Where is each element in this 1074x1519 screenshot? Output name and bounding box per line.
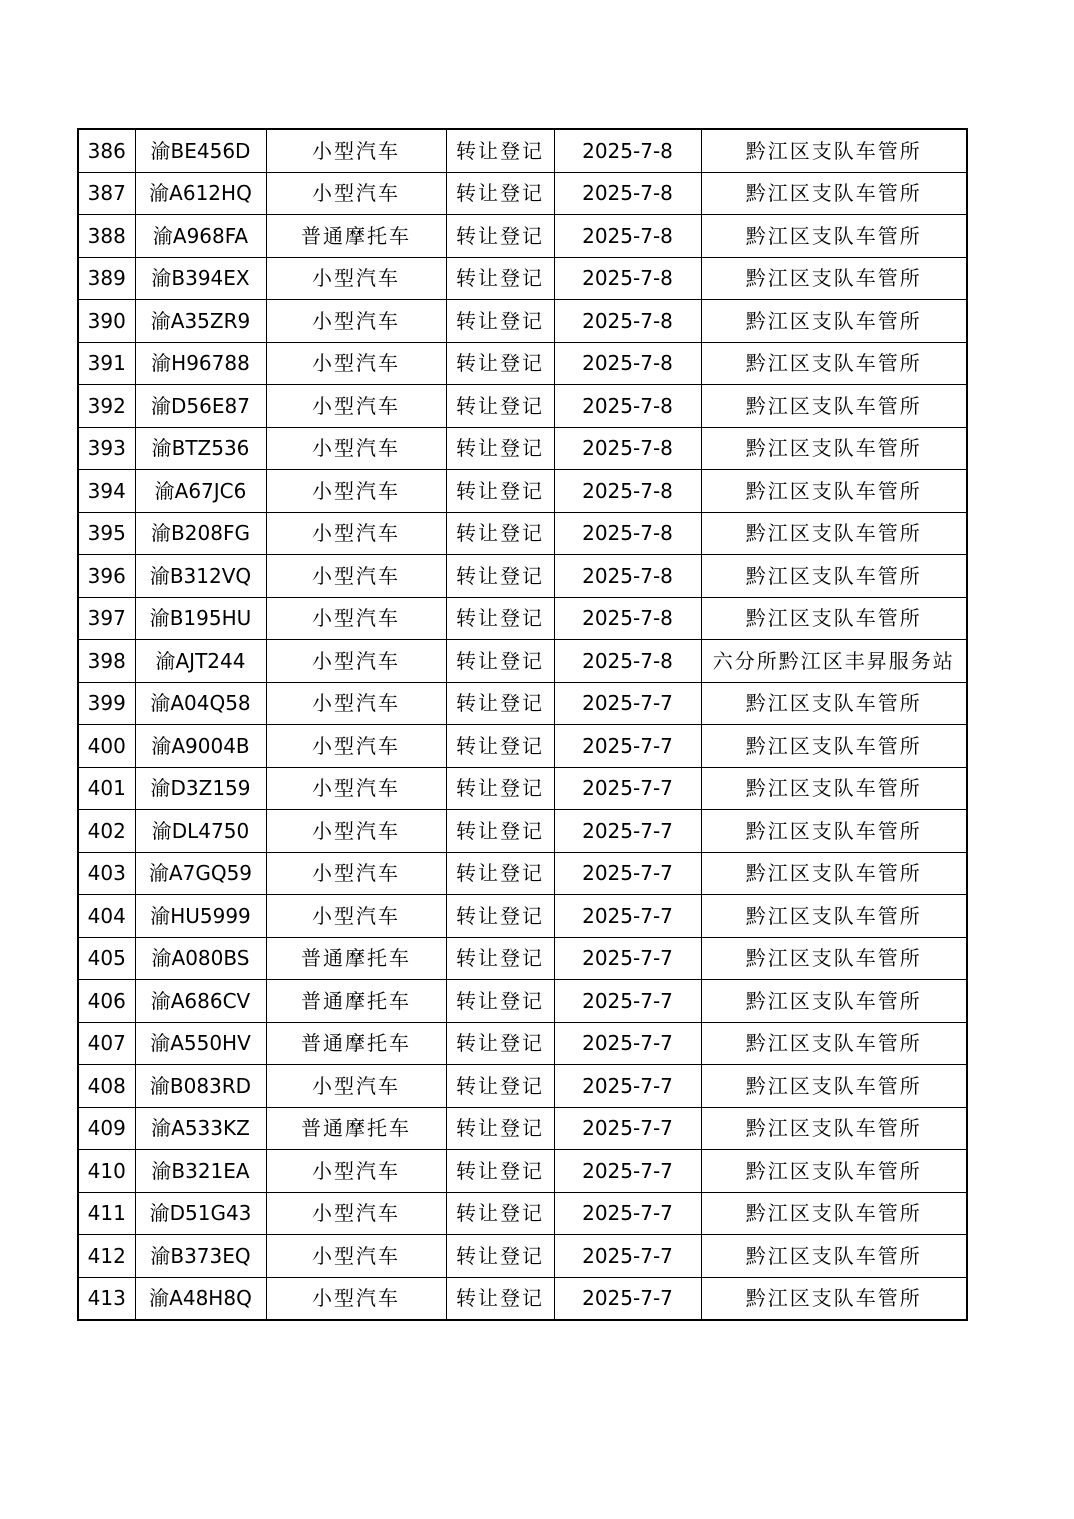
cell-plate-number: 渝D56E87 [135, 385, 266, 428]
cell-business-type: 转让登记 [446, 682, 554, 725]
cell-serial-number: 405 [78, 937, 135, 980]
cell-serial-number: 406 [78, 980, 135, 1023]
cell-serial-number: 396 [78, 555, 135, 598]
cell-business-type: 转让登记 [446, 470, 554, 513]
cell-serial-number: 392 [78, 385, 135, 428]
cell-office: 黔江区支队车管所 [701, 1277, 967, 1320]
cell-serial-number: 407 [78, 1022, 135, 1065]
cell-vehicle-type: 小型汽车 [266, 300, 446, 343]
cell-vehicle-type: 小型汽车 [266, 1150, 446, 1193]
cell-serial-number: 391 [78, 342, 135, 385]
cell-date: 2025-7-7 [554, 810, 701, 853]
cell-office: 黔江区支队车管所 [701, 1150, 967, 1193]
cell-plate-number: 渝AJT244 [135, 640, 266, 683]
table-row [78, 300, 967, 343]
cell-plate-number: 渝A67JC6 [135, 470, 266, 513]
cell-plate-number: 渝A48H8Q [135, 1277, 266, 1320]
table-row [78, 597, 967, 640]
table-row [78, 555, 967, 598]
cell-date: 2025-7-7 [554, 1277, 701, 1320]
cell-date: 2025-7-8 [554, 427, 701, 470]
table-row [78, 1277, 967, 1320]
table-row [78, 172, 967, 215]
cell-plate-number: 渝A9004B [135, 725, 266, 768]
cell-business-type: 转让登记 [446, 1235, 554, 1278]
cell-plate-number: 渝BTZ536 [135, 427, 266, 470]
cell-office: 六分所黔江区丰昇服务站 [701, 640, 967, 683]
cell-office: 黔江区支队车管所 [701, 1107, 967, 1150]
cell-office: 黔江区支队车管所 [701, 215, 967, 258]
cell-serial-number: 395 [78, 512, 135, 555]
table-row [78, 725, 967, 768]
cell-plate-number: 渝A968FA [135, 215, 266, 258]
table-row [78, 1235, 967, 1278]
cell-date: 2025-7-7 [554, 1065, 701, 1108]
cell-plate-number: 渝B373EQ [135, 1235, 266, 1278]
table-row [78, 342, 967, 385]
cell-plate-number: 渝B312VQ [135, 555, 266, 598]
table-row [78, 682, 967, 725]
cell-plate-number: 渝BE456D [135, 129, 266, 172]
cell-business-type: 转让登记 [446, 1277, 554, 1320]
table-row [78, 1150, 967, 1193]
cell-office: 黔江区支队车管所 [701, 172, 967, 215]
table-row [78, 895, 967, 938]
vehicle-transfer-table [77, 128, 968, 1321]
cell-office: 黔江区支队车管所 [701, 342, 967, 385]
cell-serial-number: 403 [78, 852, 135, 895]
cell-vehicle-type: 小型汽车 [266, 725, 446, 768]
cell-date: 2025-7-7 [554, 895, 701, 938]
cell-business-type: 转让登记 [446, 385, 554, 428]
cell-business-type: 转让登记 [446, 1150, 554, 1193]
table-row [78, 1107, 967, 1150]
cell-serial-number: 388 [78, 215, 135, 258]
table-row [78, 215, 967, 258]
cell-business-type: 转让登记 [446, 512, 554, 555]
cell-plate-number: 渝B083RD [135, 1065, 266, 1108]
cell-office: 黔江区支队车管所 [701, 1192, 967, 1235]
cell-vehicle-type: 小型汽车 [266, 257, 446, 300]
cell-plate-number: 渝B195HU [135, 597, 266, 640]
table-row [78, 810, 967, 853]
cell-date: 2025-7-7 [554, 937, 701, 980]
cell-date: 2025-7-7 [554, 1235, 701, 1278]
cell-date: 2025-7-7 [554, 725, 701, 768]
cell-date: 2025-7-7 [554, 980, 701, 1023]
cell-business-type: 转让登记 [446, 555, 554, 598]
cell-office: 黔江区支队车管所 [701, 725, 967, 768]
cell-business-type: 转让登记 [446, 215, 554, 258]
cell-date: 2025-7-8 [554, 597, 701, 640]
table-row [78, 1192, 967, 1235]
table-row [78, 257, 967, 300]
table-row [78, 129, 967, 172]
cell-office: 黔江区支队车管所 [701, 895, 967, 938]
cell-plate-number: 渝H96788 [135, 342, 266, 385]
cell-business-type: 转让登记 [446, 852, 554, 895]
cell-vehicle-type: 普通摩托车 [266, 980, 446, 1023]
cell-vehicle-type: 小型汽车 [266, 470, 446, 513]
cell-serial-number: 386 [78, 129, 135, 172]
cell-serial-number: 398 [78, 640, 135, 683]
cell-plate-number: 渝HU5999 [135, 895, 266, 938]
cell-plate-number: 渝A04Q58 [135, 682, 266, 725]
cell-serial-number: 409 [78, 1107, 135, 1150]
cell-business-type: 转让登记 [446, 1192, 554, 1235]
cell-vehicle-type: 小型汽车 [266, 1235, 446, 1278]
cell-business-type: 转让登记 [446, 895, 554, 938]
cell-vehicle-type: 小型汽车 [266, 1192, 446, 1235]
cell-date: 2025-7-8 [554, 342, 701, 385]
cell-business-type: 转让登记 [446, 767, 554, 810]
cell-office: 黔江区支队车管所 [701, 385, 967, 428]
table-row [78, 470, 967, 513]
cell-vehicle-type: 小型汽车 [266, 1065, 446, 1108]
cell-plate-number: 渝A612HQ [135, 172, 266, 215]
cell-date: 2025-7-7 [554, 767, 701, 810]
cell-vehicle-type: 小型汽车 [266, 385, 446, 428]
table-body [78, 129, 967, 1320]
cell-business-type: 转让登记 [446, 129, 554, 172]
cell-office: 黔江区支队车管所 [701, 980, 967, 1023]
cell-date: 2025-7-8 [554, 512, 701, 555]
cell-vehicle-type: 普通摩托车 [266, 215, 446, 258]
cell-date: 2025-7-7 [554, 1022, 701, 1065]
cell-vehicle-type: 小型汽车 [266, 767, 446, 810]
cell-business-type: 转让登记 [446, 980, 554, 1023]
cell-plate-number: 渝A080BS [135, 937, 266, 980]
cell-office: 黔江区支队车管所 [701, 555, 967, 598]
cell-business-type: 转让登记 [446, 172, 554, 215]
table-row [78, 937, 967, 980]
cell-plate-number: 渝A533KZ [135, 1107, 266, 1150]
cell-business-type: 转让登记 [446, 1065, 554, 1108]
cell-vehicle-type: 普通摩托车 [266, 1022, 446, 1065]
cell-vehicle-type: 小型汽车 [266, 1277, 446, 1320]
cell-plate-number: 渝B208FG [135, 512, 266, 555]
cell-plate-number: 渝B394EX [135, 257, 266, 300]
cell-serial-number: 401 [78, 767, 135, 810]
cell-business-type: 转让登记 [446, 810, 554, 853]
cell-date: 2025-7-7 [554, 682, 701, 725]
cell-vehicle-type: 普通摩托车 [266, 1107, 446, 1150]
cell-plate-number: 渝B321EA [135, 1150, 266, 1193]
cell-vehicle-type: 小型汽车 [266, 810, 446, 853]
table-row [78, 1022, 967, 1065]
cell-business-type: 转让登记 [446, 300, 554, 343]
cell-vehicle-type: 小型汽车 [266, 640, 446, 683]
cell-office: 黔江区支队车管所 [701, 129, 967, 172]
cell-office: 黔江区支队车管所 [701, 682, 967, 725]
table-row [78, 852, 967, 895]
cell-office: 黔江区支队车管所 [701, 1065, 967, 1108]
cell-serial-number: 393 [78, 427, 135, 470]
cell-date: 2025-7-8 [554, 257, 701, 300]
cell-vehicle-type: 普通摩托车 [266, 937, 446, 980]
cell-serial-number: 411 [78, 1192, 135, 1235]
cell-vehicle-type: 小型汽车 [266, 555, 446, 598]
cell-date: 2025-7-8 [554, 470, 701, 513]
cell-office: 黔江区支队车管所 [701, 300, 967, 343]
cell-date: 2025-7-8 [554, 640, 701, 683]
cell-serial-number: 400 [78, 725, 135, 768]
table-row [78, 512, 967, 555]
cell-plate-number: 渝D51G43 [135, 1192, 266, 1235]
cell-date: 2025-7-7 [554, 852, 701, 895]
cell-office: 黔江区支队车管所 [701, 1022, 967, 1065]
cell-date: 2025-7-8 [554, 300, 701, 343]
cell-vehicle-type: 小型汽车 [266, 895, 446, 938]
cell-vehicle-type: 小型汽车 [266, 512, 446, 555]
table-row [78, 427, 967, 470]
table-row [78, 980, 967, 1023]
cell-serial-number: 404 [78, 895, 135, 938]
cell-vehicle-type: 小型汽车 [266, 342, 446, 385]
cell-plate-number: 渝A7GQ59 [135, 852, 266, 895]
table-row [78, 640, 967, 683]
cell-office: 黔江区支队车管所 [701, 1235, 967, 1278]
cell-plate-number: 渝DL4750 [135, 810, 266, 853]
cell-date: 2025-7-8 [554, 129, 701, 172]
table-row [78, 1065, 967, 1108]
cell-office: 黔江区支队车管所 [701, 810, 967, 853]
cell-serial-number: 410 [78, 1150, 135, 1193]
cell-office: 黔江区支队车管所 [701, 767, 967, 810]
cell-date: 2025-7-8 [554, 172, 701, 215]
cell-serial-number: 413 [78, 1277, 135, 1320]
cell-business-type: 转让登记 [446, 1107, 554, 1150]
cell-vehicle-type: 小型汽车 [266, 427, 446, 470]
cell-serial-number: 394 [78, 470, 135, 513]
cell-plate-number: 渝D3Z159 [135, 767, 266, 810]
cell-serial-number: 387 [78, 172, 135, 215]
cell-date: 2025-7-7 [554, 1107, 701, 1150]
cell-vehicle-type: 小型汽车 [266, 852, 446, 895]
cell-business-type: 转让登记 [446, 597, 554, 640]
cell-vehicle-type: 小型汽车 [266, 597, 446, 640]
cell-date: 2025-7-8 [554, 555, 701, 598]
cell-business-type: 转让登记 [446, 342, 554, 385]
cell-vehicle-type: 小型汽车 [266, 682, 446, 725]
cell-date: 2025-7-8 [554, 215, 701, 258]
cell-serial-number: 412 [78, 1235, 135, 1278]
cell-office: 黔江区支队车管所 [701, 427, 967, 470]
cell-office: 黔江区支队车管所 [701, 470, 967, 513]
cell-business-type: 转让登记 [446, 257, 554, 300]
cell-vehicle-type: 小型汽车 [266, 129, 446, 172]
cell-business-type: 转让登记 [446, 725, 554, 768]
cell-plate-number: 渝A35ZR9 [135, 300, 266, 343]
cell-serial-number: 408 [78, 1065, 135, 1108]
cell-serial-number: 389 [78, 257, 135, 300]
cell-date: 2025-7-8 [554, 385, 701, 428]
cell-date: 2025-7-7 [554, 1192, 701, 1235]
cell-plate-number: 渝A550HV [135, 1022, 266, 1065]
cell-office: 黔江区支队车管所 [701, 937, 967, 980]
cell-plate-number: 渝A686CV [135, 980, 266, 1023]
cell-vehicle-type: 小型汽车 [266, 172, 446, 215]
cell-office: 黔江区支队车管所 [701, 852, 967, 895]
cell-business-type: 转让登记 [446, 1022, 554, 1065]
table-row [78, 385, 967, 428]
cell-business-type: 转让登记 [446, 937, 554, 980]
cell-date: 2025-7-7 [554, 1150, 701, 1193]
cell-business-type: 转让登记 [446, 427, 554, 470]
cell-office: 黔江区支队车管所 [701, 597, 967, 640]
cell-serial-number: 402 [78, 810, 135, 853]
cell-office: 黔江区支队车管所 [701, 512, 967, 555]
cell-serial-number: 399 [78, 682, 135, 725]
cell-office: 黔江区支队车管所 [701, 257, 967, 300]
cell-business-type: 转让登记 [446, 640, 554, 683]
cell-serial-number: 397 [78, 597, 135, 640]
table-row [78, 767, 967, 810]
cell-serial-number: 390 [78, 300, 135, 343]
